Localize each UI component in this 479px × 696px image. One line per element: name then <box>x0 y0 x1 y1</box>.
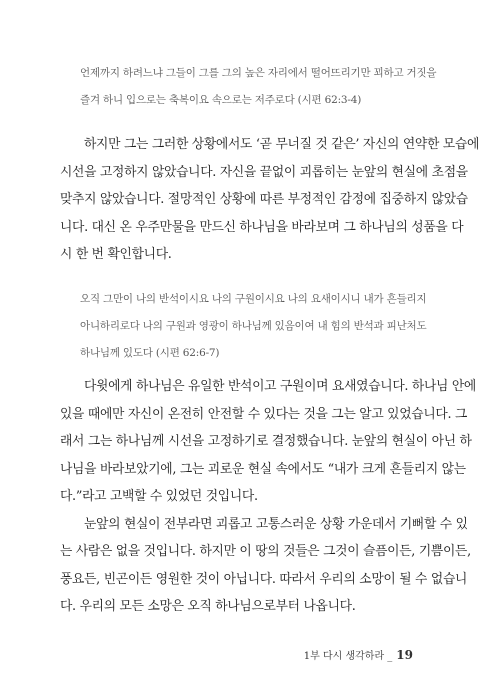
scripture-quote-psalm-62-6-7 <box>80 286 427 367</box>
quote-line: 언제까지 하려느냐 그들이 그를 그의 높은 자리에서 떨어뜨리기만 꾀하고 거짓을 <box>80 67 437 79</box>
section-title: 1부 다시 생각하라 _ <box>303 651 393 662</box>
page-footer <box>304 647 413 662</box>
quote-line: 아니하리로다 나의 구원과 영광이 하나님께 있음이여 내 힘의 반석과 피난처도 <box>80 320 427 332</box>
page-number: 19 <box>396 648 413 662</box>
paragraph-line: 있을 때에만 자신이 온전히 안전할 수 있다는 것을 그는 알고 있었습니다. 그 <box>60 406 468 422</box>
paragraph-line: 나님을 바라보았기에, 그는 괴로운 현실 속에서도 “내가 크게 흔들리지 않는 <box>60 461 466 477</box>
paragraph-line: 다. 우리의 모든 소망은 오직 하나님으로부터 나옵니다. <box>60 599 356 614</box>
paragraph-line: 니다. 대신 온 우주만물을 만드신 하나님을 바라보며 그 하나님의 성품을 다 <box>60 219 464 235</box>
paragraph-line: 하지만 그는 그러한 상황에서도 ‘곧 무너질 것 같은’ 자신의 연약한 모습에 <box>84 137 479 152</box>
body-paragraph-1 <box>60 131 479 269</box>
body-paragraph-2 <box>60 373 476 621</box>
paragraph-line: 는 사람은 없을 것입니다. 하지만 이 땅의 것들은 그것이 슬픔이든, 기쁨이든, <box>60 544 471 559</box>
paragraph-line: 다.”라고 고백할 수 있었던 것입니다. <box>60 489 258 504</box>
paragraph-line: 풍요든, 빈곤이든 영원한 것이 아닙니다. 따라서 우리의 소망이 될 수 없습니 <box>60 571 468 587</box>
paragraph-line: 래서 그는 하나님께 시선을 고정하기로 결정했습니다. 눈앞의 현실이 아닌 하 <box>60 434 472 449</box>
quote-line: 하나님께 있도다 (시편 62:6-7) <box>80 347 220 359</box>
quote-line: 오직 그만이 나의 반석이시요 나의 구원이시요 나의 요새이시니 내가 흔들리지 <box>80 293 427 305</box>
scripture-quote-psalm-62-3-4 <box>80 60 437 114</box>
paragraph-line: 맞추지 않았습니다. 절망적인 상황에 따른 부정적인 감정에 집중하지 않았습 <box>60 192 468 207</box>
paragraph-line: 시선을 고정하지 않았습니다. 자신을 끝없이 괴롭히는 눈앞의 현실에 초점을 <box>60 164 468 180</box>
paragraph-line: 다윗에게 하나님은 유일한 반석이고 구원이며 요새였습니다. 하나님 안에 <box>84 379 476 394</box>
quote-line: 즐겨 하니 입으로는 축복이요 속으로는 저주로다 (시편 62:3-4) <box>80 94 362 106</box>
paragraph-line: 시 한 번 확인합니다. <box>60 247 172 262</box>
paragraph-line: 눈앞의 현실이 전부라면 괴롭고 고통스러운 상황 가운데서 기뻐할 수 있 <box>84 516 468 532</box>
